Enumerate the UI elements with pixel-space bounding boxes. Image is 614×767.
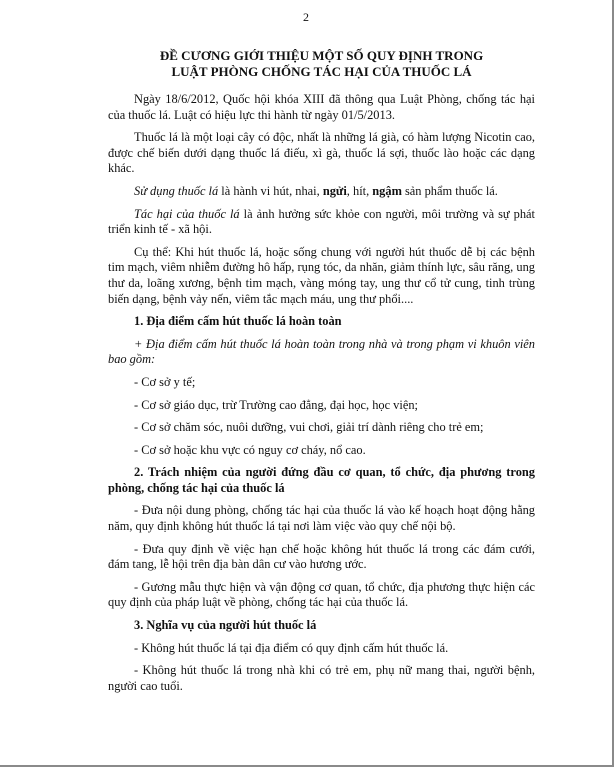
document-body bbox=[108, 48, 535, 701]
definition-harm bbox=[108, 207, 535, 238]
list-item: - Đưa quy định về việc hạn chế hoặc không hút thuốc lá trong các đám cưới, đám tang, lễ hội trên địa bàn dân cư vào hương ước. bbox=[108, 541, 535, 572]
term-use: Sử dụng thuốc lá bbox=[134, 183, 219, 198]
intro-paragraph-2: Thuốc lá là một loại cây có độc, nhất là những lá già, có hàm lượng Nicotin cao, được chế biến dưới dạng thuốc lá điếu, xì gà, thuốc lá sợi, thuốc lào hoặc các dạng khác. bbox=[108, 130, 535, 176]
section-1-heading: 1. Địa điểm cấm hút thuốc lá hoàn toàn bbox=[134, 314, 342, 329]
list-item: - Cơ sở y tế; bbox=[134, 374, 196, 389]
title-line-2: LUẬT PHÒNG CHỐNG TÁC HẠI CỦA THUỐC LÁ bbox=[171, 64, 472, 79]
def-use-text-3: sản phẩm thuốc lá. bbox=[401, 183, 498, 198]
detail-paragraph: Cụ thể: Khi hút thuốc lá, hoặc sống chung với người hút thuốc dễ bị các bệnh tim mạch, viêm nhiễm đường hô hấp, rụng tóc, da nhăn, giảm thính lực, sâu răng, ung thư da, loãng xương, bệnh tim mạch, vàng móng tay, ung thư cổ tử cung, tinh trùng biến dạng, bệnh vảy nến, viêm tắc mạch máu, ung thư phổi.... bbox=[108, 244, 535, 306]
list-item: - Không hút thuốc lá trong nhà khi có trẻ em, phụ nữ mang thai, người bệnh, người cao tuổi. bbox=[108, 663, 535, 693]
def-use-text-2: , hít, bbox=[346, 183, 373, 198]
list-item: - Cơ sở giáo dục, trừ Trường cao đẳng, đại học, học viện; bbox=[134, 397, 418, 412]
page-number: 2 bbox=[303, 10, 309, 24]
section-1-lead: + Địa điểm cấm hút thuốc lá hoàn toàn trong nhà và trong phạm vi khuôn viên bao gồm: bbox=[108, 336, 535, 367]
list-item: - Gương mẫu thực hiện và vận động cơ quan, tổ chức, địa phương thực hiện các quy định của pháp luật về phòng, chống tác hại của thuốc lá. bbox=[108, 579, 535, 610]
intro-paragraph-1: Ngày 18/6/2012, Quốc hội khóa XIII đã thông qua Luật Phòng, chống tác hại của thuốc lá. Luật có hiệu lực thi hành từ ngày 01/5/2013. bbox=[108, 92, 535, 122]
list-item: - Đưa nội dung phòng, chống tác hại của thuốc lá vào kế hoạch hoạt động hằng năm, quy định không hút thuốc lá tại nơi làm việc vào quy chế nội bộ. bbox=[108, 503, 535, 534]
list-item: - Cơ sở hoặc khu vực có nguy cơ cháy, nổ cao. bbox=[134, 442, 366, 457]
section-2-heading: 2. Trách nhiệm của người đứng đầu cơ quan, tổ chức, địa phương trong phòng, chống tác hại của thuốc lá bbox=[108, 465, 535, 495]
definition-use bbox=[108, 184, 535, 200]
title-line-1: ĐỀ CƯƠNG GIỚI THIỆU MỘT SỐ QUY ĐỊNH TRONG bbox=[159, 48, 484, 63]
section-3-heading: 3. Nghĩa vụ của người hút thuốc lá bbox=[134, 618, 317, 633]
document-title bbox=[108, 48, 535, 80]
def-use-bold-2: ngậm bbox=[372, 183, 402, 198]
list-item: - Không hút thuốc lá tại địa điểm có quy định cấm hút thuốc lá. bbox=[134, 640, 449, 655]
term-harm: Tác hại của thuốc lá bbox=[134, 206, 240, 221]
def-use-bold-1: ngửi bbox=[322, 183, 347, 198]
def-harm-text: là ảnh hưởng sức khỏe con người, môi trường và sự phát triển kinh tế - xã hội. bbox=[108, 206, 536, 237]
def-use-text-1: là hành vi hút, nhai, bbox=[218, 183, 323, 198]
list-item: - Cơ sở chăm sóc, nuôi dưỡng, vui chơi, giải trí dành riêng cho trẻ em; bbox=[134, 420, 484, 435]
